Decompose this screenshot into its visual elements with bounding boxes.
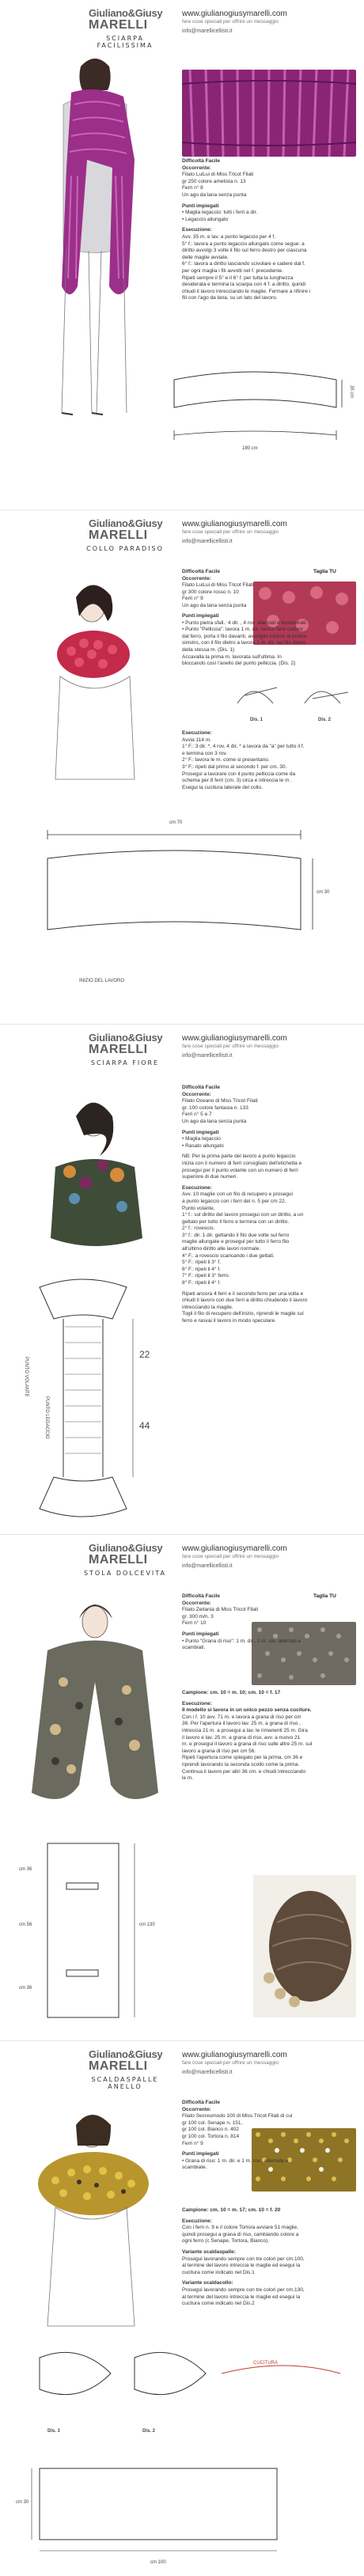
project-sheet-1 <box>0 0 364 510</box>
site-url[interactable]: www.giulianogiusymarelli.com <box>182 520 287 528</box>
site-subtitle: fare cose speciali per offrire un messaggio <box>182 19 279 25</box>
collar-schematic <box>16 811 348 969</box>
brand-logo: Giuliano&Giusy MARELLI <box>89 7 163 32</box>
brand-logo: Giuliano&Giusy MARELLI <box>89 2048 163 2073</box>
dim-36-bottom: cm 36 <box>19 1986 32 1991</box>
dim-100: cm 100 <box>150 2560 166 2565</box>
instructions-2c: Esecuzione: Avvia 114 m. 1° F.: 3 dir. *, 4 rov, 4 dir, * a lavora da "a" per tutto il f. e termina con 3 rov. 2° F.: lavora le m. come si presentano. 3° F.: ripeti dal primo al secondo f. per cm. 30. Prosegui a lavorare con il punto pelliccia come da schema per 8 ferri (cm. 3) circa e intreccia le m. Esegui la cucitura laterale del collo. <box>182 730 305 790</box>
site-email[interactable]: info@marellicellisti.it <box>182 1563 233 1569</box>
stitch-diagrams <box>229 672 356 716</box>
instructions-5b: Campione: cm. 10 = m. 17; cm. 10 = f. 20 Esecuzione: Con i fern n. 9 e il colore Tortora avviare 51 maglie, quindi prosegui a grana di riso, cambiando colore a ogni ferro (c Senape, Tortora, Bianco). Variante scaldaspalle: Prosegui lavorando sempre con tre colori per cm.100, al termine del lavoro intreccia le maglie ed esegui la cucitura come indicato nel Dis.1 Variante scaldacollo: Prosegui lavorando sempre con tre colori per cm.130, al termine del lavoro intreccia le maglie ed esegui la cucitura come indicato nel Dis.2 <box>182 2207 305 2307</box>
fashion-sketch <box>24 1080 166 1270</box>
scarf-schematic <box>158 348 356 498</box>
dim-width: 35 cm <box>349 385 355 399</box>
cucitura-label: CUCITURA <box>253 2361 278 2366</box>
site-email[interactable]: info@marellicellisti.it <box>182 1053 233 1059</box>
site-email[interactable]: info@marellicellisti.it <box>182 539 233 544</box>
site-url[interactable]: www.giulianogiusymarelli.com <box>182 1034 287 1043</box>
instructions-4: Difficoltà Facile Occorrente: Filato Zeitania di Miss Tricot Filati gr. 300 m/n. 3 Ferri n° 10 Punti impiegati • Punto "Grana di riso": 1 m. dir., 1 m. rov. alternati e scambiati. <box>182 1593 301 1651</box>
dim-length: 180 cm <box>242 446 258 451</box>
site-url[interactable]: www.giulianogiusymarelli.com <box>182 2051 287 2059</box>
dim-44: 44 <box>139 1420 150 1431</box>
diagram-label-1: Dis. 1 <box>250 718 264 722</box>
dim-130: cm 130 <box>139 1923 155 1927</box>
size-label: Taglia TU <box>313 1593 336 1599</box>
band-schematic <box>16 2453 348 2563</box>
yarn-photo <box>253 1875 356 2017</box>
fashion-sketch <box>8 1587 174 1824</box>
site-email[interactable]: info@marellicellisti.it <box>182 28 233 34</box>
site-url[interactable]: www.giulianogiusymarelli.com <box>182 1544 287 1553</box>
fashion-sketch <box>16 566 174 787</box>
project-sheet-3 <box>0 1025 364 1535</box>
fashion-sketch <box>8 49 174 421</box>
instructions-5: Difficoltà Facile Occorrente: Filato Secreumodo 100 di Miss Tricot Filati di cui gr 100 col. Senape n. 151, gr 100 col. Bianco n. 402 gr 100 col. Tortora n. 814 Ferri n° 9 Punti impiegati • Grana di riso: 1 m. dir. e 1 m. rov., alternate e scambiate. <box>182 2100 293 2171</box>
project-title: SCALDASPALLE ANELLO <box>91 2076 159 2090</box>
site-header <box>182 520 348 545</box>
swatch-photo <box>182 70 356 157</box>
dim-56: cm 56 <box>19 1923 32 1927</box>
site-email[interactable]: info@marellicellisti.it <box>182 2070 233 2075</box>
dim-22: 22 <box>139 1349 150 1360</box>
project-title: STOLA DOLCEVITA <box>83 1570 167 1577</box>
size-label: Taglia TU <box>313 569 336 574</box>
brand-logo: Giuliano&Giusy MARELLI <box>89 517 163 542</box>
ring-diagrams <box>16 2342 348 2421</box>
label-volante: PUNTO VOLANTE <box>24 1357 28 1397</box>
instructions-2b: Punti impiegati • Punto pietra sfall.: 4 dir. , 4 rov. alternati e incolonnati. • Punto "Pelliccia": lavora 1 m. dir. senza farla cadere dal ferro, porta il filo davanti, avvolgilo intorno al pollice sinistro, con il filo dietro a lavora 1 m. dir. nel filo dietro della stessa m. (Dis. 1) Accavalla la prima m. lavorata sull'ultima. In bloccando così l'anello del punto pelliccia. (Dis. 2) <box>182 613 308 667</box>
instructions-4b: Campione: cm. 10 = m. 10; cm. 10 = f. 17 Esecuzione: Il modello si lavora in un unico pezzo senza cuciture. Con i f. 10 avv. 71 m. e lavora a grana di riso per cm 36. Per l'apertura il lavoro lav. 25 m. a grana di riso , intreccia 21 m. a prosegui a lav. le rimanenti 25 m. Gira il lavoro e lav. 25 m. a grana di riso, avv. a nuovo 21 m. e prosegui il lavoro a grana di riso sulle altre 25 m. sul lavoro a grana di riso per cm 56. Ripeti l'apertura come spiegato per la prima, cm 36 e riprendi lavorando la seconda scollo come la prima. Continua il lavoro per altri 36 cm. e chiudi intrecciando le m. <box>182 1690 313 1782</box>
site-subtitle: fare cose speciali per offrire un messaggio <box>182 1044 279 1049</box>
dim-36-top: cm 36 <box>19 1867 32 1872</box>
site-header <box>182 2051 348 2076</box>
diagram-label-2: Dis. 2 <box>142 2429 156 2434</box>
dim-width: cm 70 <box>169 820 183 825</box>
site-subtitle: fare cose speciali per offrire un messaggio <box>182 1554 279 1559</box>
brand-logo: Giuliano&Giusy MARELLI <box>89 1542 163 1566</box>
instructions-3: Difficoltà Facile Occorrente: Filato Oceano di Miss Tricot Filati gr. 100 colore fantasia n. 133 Ferri n° 5 e 7 Un ago da lana senza punta Punti impiegati • Maglia legaccio • Rasato allungato NB: Per la prima parte del lavoro a punto legaccio inizia con il numero di ferri consigliato dell'etichetta e prosegui per il punto volante con un numero di ferri superiore di due numeri. Esecuzione: Avv. 10 maglie con un filo di recupero e prosegui a punto legaccio con i ferri del n. 5 per cm 22. Punto volante, 1° f.: sul diritto del lavoro prosegui con un diritto, a un gettato per tutto il ferro e termina con un diritto. 2° f.: rovescio. 3° f.: dir. 1 dir. gettando il filo due volte sul ferro maglie allungate e prosegui per tutto il ferro filo all'ultimo diritto alle lavori normale. 4° F.: a rovescio scaricando i due gettati. 5° F.: ripeti il 3° f. 6° F.: ripeti il 4° f. 7° F.: ripeti il 3° ferro. 8° F.: ripeti il 4° f. Ripeti ancora 4 ferri e il secondo ferro per una volta e chiudi il lavoro con due ferri a diritto chiudendo il lavoro intrecciando la maglie. Togli il filo di recupero dell'inizio, riprendi le maglie sul ferro e rasvai il lavoro in modo speculare. <box>182 1085 308 1324</box>
label-legaccio: PUNTO LEGACCIO <box>44 1396 49 1439</box>
site-header <box>182 1034 348 1059</box>
project-title: SCIARPA FACILISSIMA <box>97 35 154 49</box>
diagram-label-2: Dis. 2 <box>318 718 332 722</box>
site-header <box>182 9 348 35</box>
brand-logo: Giuliano&Giusy MARELLI <box>89 1032 163 1056</box>
start-label: INIZIO DEL LAVORO <box>79 979 125 983</box>
project-sheet-5 <box>0 2041 364 2576</box>
instructions-1: Difficoltà Facile Occorrente: Filato LuiLui di Miss Tricot Filati gr 250 colore ametista n. 13 Ferri n° 8 Un ago da lana senza punta Punti impiegati • Maglia legaccio: tutti i ferri a dir. • Legaccio allungato Esecuzione: Avv. 35 m. e lav. a punto legaccio per 4 f. 5° f.: lavora a punto legaccio allungato come segue: a diritto avvolgi 3 volte il filo sul ferro destro per ciascuna delle maglie avviate. 6° f.: lavora a diritto lasciando scivolare e cadere dal f. per ogni maglia i fili avvolti nel f. precedente. Ripeti sempre il 5° e il 6° f. per tutta la lunghezza desiderata e termina la sciarpa con 4 f. a diritto, quindi chiudi il lavoro intrecciando le maglie. Fermare a rifinire i fili con l'ago da lana, su un lato del lavoro. <box>182 158 311 301</box>
stole-schematic <box>16 1835 158 2025</box>
site-subtitle: fare cose speciali per offrire un messaggio <box>182 529 279 535</box>
project-sheet-4 <box>0 1535 364 2041</box>
project-sheet-2 <box>0 510 364 1025</box>
fashion-sketch <box>8 2097 174 2334</box>
dim-30: cm 30 <box>16 2500 29 2505</box>
site-header <box>182 1544 348 1570</box>
project-title: COLLO PARADISO <box>86 545 164 552</box>
dim-height: cm 30 <box>317 890 330 895</box>
scarf-schematic <box>24 1271 142 1525</box>
project-title: SCIARPA FIORE <box>90 1059 160 1066</box>
site-subtitle: fare cose speciali per offrire un messaggio <box>182 2060 279 2066</box>
site-url[interactable]: www.giulianogiusymarelli.com <box>182 9 287 18</box>
instructions-2: Difficoltà Facile Occorrente: Filato LuiLui di Miss Tricot Filati gr 300 colore rosso n. 10 Ferri n° 9 Un ago da lana senza punta <box>182 569 254 608</box>
diagram-label-1: Dis. 1 <box>47 2429 61 2434</box>
